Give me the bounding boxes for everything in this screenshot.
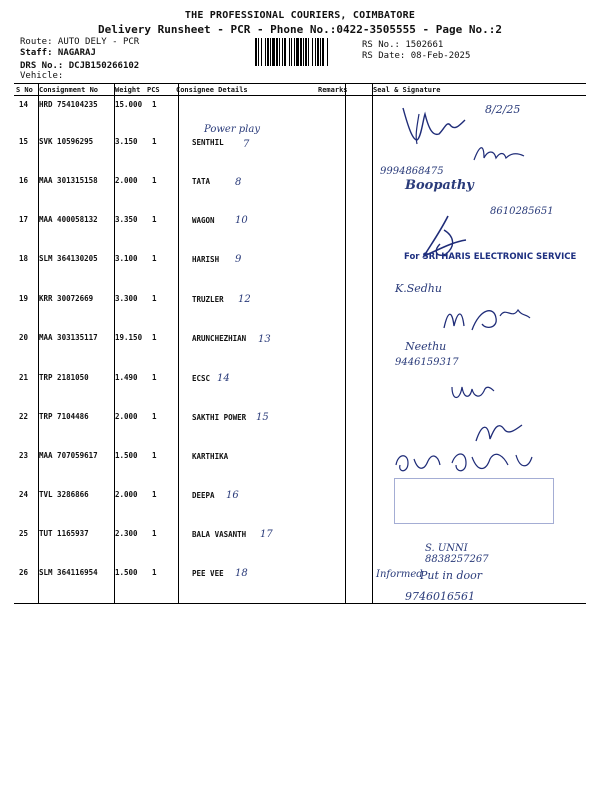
handwritten-date: 8/2/25 [485, 103, 521, 116]
row-consignment: TUT 1165937 [39, 529, 89, 538]
col-sno: S No [16, 86, 33, 94]
col-consignee: Consignee Details [176, 86, 248, 94]
handwritten-phone: 9746016561 [405, 590, 475, 603]
row-sno: 17 [19, 215, 29, 224]
row-weight: 1.500 [115, 568, 138, 577]
row-weight: 15.000 [115, 100, 143, 109]
signature-row23 [392, 445, 552, 481]
row-consignee: SENTHIL [192, 138, 224, 147]
handwritten-consignee: Power play [204, 124, 260, 135]
row-consignment: TRP 7104486 [39, 412, 89, 421]
row-consignee: ECSC [192, 374, 211, 383]
handwritten-serial: 13 [258, 334, 271, 345]
row-weight: 3.100 [115, 254, 138, 263]
handwritten-phone: 8838257267 [425, 554, 489, 565]
row-consignment: TRP 2181050 [39, 373, 89, 382]
row-consignee: KARTHIKA [192, 452, 229, 461]
row-consignment: MAA 303135117 [39, 333, 98, 342]
route-info: Route: AUTO DELY - PCR [20, 37, 140, 47]
row-consignee: DEEPA [192, 491, 215, 500]
rs-date: RS Date: 08-Feb-2025 [362, 51, 471, 61]
handwritten-name: Neethu [405, 340, 447, 353]
row-pcs: 1 [152, 373, 157, 382]
handwritten-serial: 8 [235, 177, 242, 188]
row-sno: 21 [19, 373, 29, 382]
table-row [14, 211, 586, 251]
row-sno: 20 [19, 333, 29, 342]
row-pcs: 1 [152, 176, 157, 185]
courier-stamp [394, 478, 554, 524]
vehicle-info: Vehicle: [20, 71, 64, 81]
barcode [255, 38, 355, 66]
table-row [14, 564, 586, 604]
row-pcs: 1 [152, 215, 157, 224]
signature-row19 [440, 300, 535, 336]
row-consignee: WAGON [192, 216, 215, 225]
row-consignee: TATA [192, 177, 211, 186]
row-weight: 2.000 [115, 412, 138, 421]
row-consignment: SLM 364116954 [39, 568, 98, 577]
handwritten-phone: 9994868475 [380, 166, 444, 177]
row-consignment: SVK 10596295 [39, 137, 94, 146]
table-row [14, 369, 586, 409]
row-weight: 2.000 [115, 176, 138, 185]
handwritten-serial: 17 [260, 529, 273, 540]
handwritten-name: S. UNNI [425, 543, 468, 554]
col-remarks: Remarks [318, 86, 348, 94]
handwritten-phone: 8610285651 [490, 206, 554, 217]
row-weight: 2.300 [115, 529, 138, 538]
row-pcs: 1 [152, 529, 157, 538]
handwritten-note: Informed [376, 569, 423, 580]
company-name: THE PROFESSIONAL COURIERS, COIMBATORE [184, 10, 416, 21]
row-pcs: 1 [152, 137, 157, 146]
handwritten-serial: 9 [235, 254, 242, 265]
row-weight: 3.300 [115, 294, 138, 303]
row-consignment: MAA 400058132 [39, 215, 98, 224]
row-sno: 22 [19, 412, 29, 421]
row-consignee: BALA VASANTH [192, 530, 247, 539]
row-weight: 3.350 [115, 215, 138, 224]
row-pcs: 1 [152, 490, 157, 499]
company-stamp: For SRI HARIS ELECTRONIC SERVICE [404, 252, 577, 262]
handwritten-name: K.Sedhu [395, 282, 442, 295]
row-consignee: TRUZLER [192, 295, 224, 304]
row-pcs: 1 [152, 568, 157, 577]
row-weight: 1.500 [115, 451, 138, 460]
handwritten-phone: 9446159317 [395, 357, 459, 368]
row-weight: 2.000 [115, 490, 138, 499]
row-consignment: MAA 301315158 [39, 176, 98, 185]
row-consignment: SLM 364130205 [39, 254, 98, 263]
handwritten-serial: 15 [256, 412, 269, 423]
handwritten-serial: 14 [217, 373, 230, 384]
table-row [14, 525, 586, 565]
row-consignment: MAA 707059617 [39, 451, 98, 460]
row-sno: 26 [19, 568, 29, 577]
row-pcs: 1 [152, 333, 157, 342]
row-pcs: 1 [152, 294, 157, 303]
row-consignee: HARISH [192, 255, 220, 264]
row-sno: 18 [19, 254, 29, 263]
col-pcs: PCS [147, 86, 160, 94]
row-sno: 24 [19, 490, 29, 499]
row-consignee: SAKTHI POWER [192, 413, 247, 422]
table-top-rule [14, 83, 586, 84]
handwritten-serial: 10 [235, 215, 248, 226]
row-sno: 19 [19, 294, 29, 303]
row-pcs: 1 [152, 254, 157, 263]
row-pcs: 1 [152, 100, 157, 109]
row-sno: 25 [19, 529, 29, 538]
staff-info: Staff: NAGARAJ [20, 48, 96, 58]
row-consignee: ARUNCHEZHIAN [192, 334, 247, 343]
row-sno: 14 [19, 100, 29, 109]
row-pcs: 1 [152, 451, 157, 460]
handwritten-name: Boopathy [405, 178, 474, 193]
signature-row15 [470, 140, 530, 170]
row-consignment: HRD 754104235 [39, 100, 98, 109]
handwritten-serial: 16 [226, 490, 239, 501]
rs-number: RS No.: 1502661 [362, 40, 444, 50]
handwritten-serial: 7 [243, 139, 250, 150]
handwritten-note: Put in door [420, 569, 483, 582]
handwritten-serial: 18 [235, 568, 248, 579]
row-consignment: TVL 3286866 [39, 490, 89, 499]
col-weight: Weight [115, 86, 141, 94]
row-sno: 15 [19, 137, 29, 146]
row-weight: 1.490 [115, 373, 138, 382]
row-pcs: 1 [152, 412, 157, 421]
barcode-bar [328, 38, 329, 66]
drs-number: DRS No.: DCJB150266102 [20, 61, 140, 71]
row-consignee: PEE VEE [192, 569, 224, 578]
runsheet-title: Delivery Runsheet - PCR - Phone No.:0422-3505555 - Page No.:2 [98, 23, 502, 36]
col-consignment: Consignment No [39, 86, 99, 94]
row-weight: 3.150 [115, 137, 138, 146]
col-seal: Seal & Signature [373, 86, 441, 94]
handwritten-serial: 12 [238, 294, 251, 305]
signature-row21 [448, 377, 498, 407]
row-weight: 19.150 [115, 333, 143, 342]
signature-row22 [470, 415, 530, 449]
row-sno: 16 [19, 176, 29, 185]
row-sno: 23 [19, 451, 29, 460]
row-consignment: KRR 30072669 [39, 294, 94, 303]
